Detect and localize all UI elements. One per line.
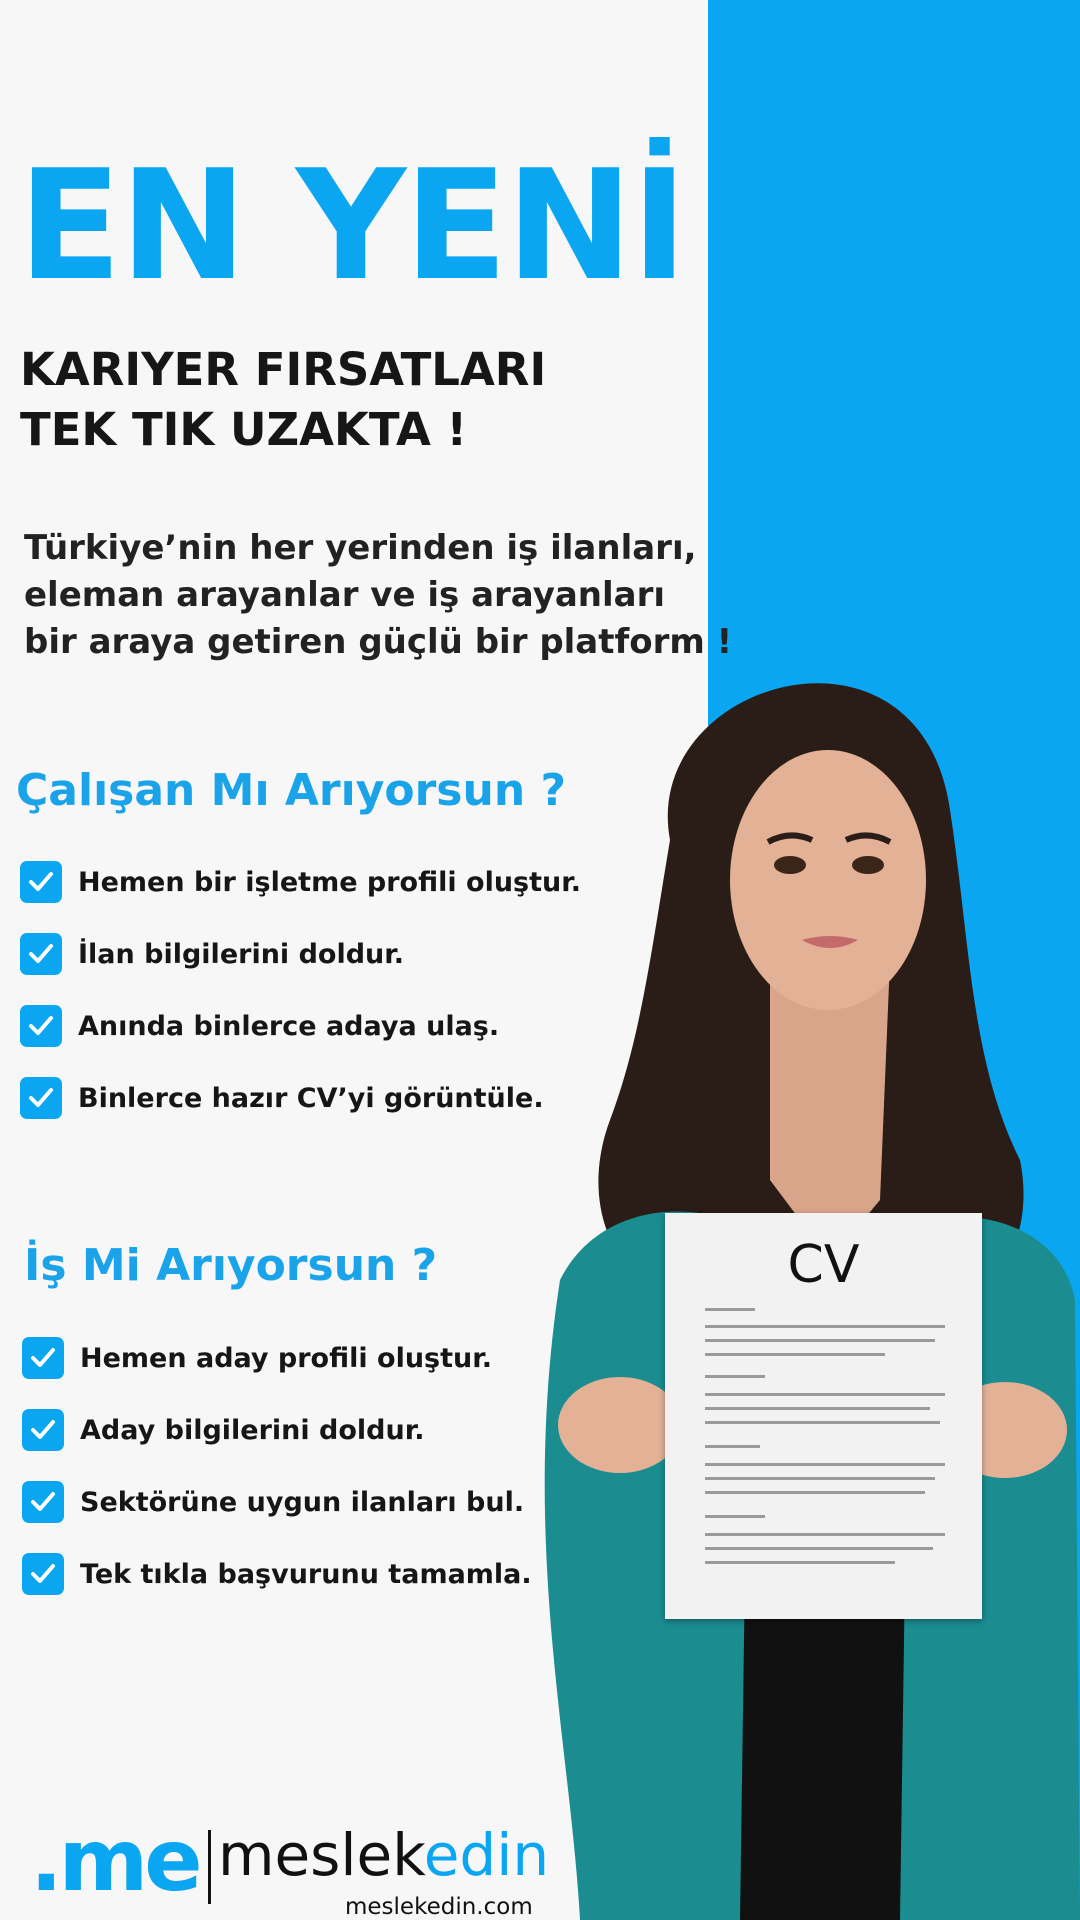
subhead-line-1: KARIYER FIRSATLARI	[20, 343, 547, 396]
subhead-line-2: TEK TIK UZAKTA !	[20, 403, 468, 456]
list-item-label: Anında binlerce adaya ulaş.	[78, 1010, 500, 1042]
list-item-label: Sektörüne uygun ilanları bul.	[80, 1486, 525, 1518]
cv-line	[705, 1547, 933, 1550]
logo-wordmark	[218, 1821, 550, 1889]
check-icon	[22, 1481, 64, 1523]
list-item-label: Tek tıkla başvurunu tamamla.	[80, 1558, 532, 1590]
cv-line	[705, 1515, 765, 1518]
eye-left	[774, 856, 806, 874]
cv-line	[705, 1491, 925, 1494]
cv-line	[705, 1477, 935, 1480]
list-item-label: Hemen aday profili oluştur.	[80, 1342, 492, 1374]
list-item-label: İlan bilgilerini doldur.	[78, 938, 404, 970]
intro-line-2: eleman arayanlar ve iş arayanları	[24, 575, 666, 615]
list-item	[20, 990, 581, 1062]
cv-line	[705, 1421, 940, 1424]
list-item	[22, 1394, 532, 1466]
check-icon	[20, 861, 62, 903]
list-item	[20, 846, 581, 918]
cv-line	[705, 1393, 945, 1396]
list-item	[22, 1322, 532, 1394]
cv-line	[705, 1561, 895, 1564]
subheadline	[20, 340, 546, 460]
employer-list	[20, 846, 581, 1134]
seeker-section-title: İş Mi Arıyorsun ?	[24, 1240, 438, 1291]
cv-line	[705, 1339, 935, 1342]
face	[730, 750, 926, 1010]
list-item	[22, 1538, 532, 1610]
check-icon	[20, 933, 62, 975]
cv-line	[705, 1353, 885, 1356]
cv-line	[705, 1533, 945, 1536]
cv-line	[705, 1407, 930, 1410]
headline: EN YENİ	[18, 137, 686, 314]
cv-line	[705, 1445, 760, 1448]
check-icon	[22, 1409, 64, 1451]
check-icon	[20, 1077, 62, 1119]
cv-line	[705, 1463, 945, 1466]
cv-line	[705, 1375, 765, 1378]
website-url[interactable]: meslekedin.com	[345, 1894, 533, 1920]
logo-mark: .me	[30, 1811, 199, 1911]
list-item-label: Binlerce hazır CV’yi görüntüle.	[78, 1082, 544, 1114]
eye-right	[852, 856, 884, 874]
cv-title: CV	[787, 1235, 860, 1295]
check-icon	[22, 1337, 64, 1379]
cv-line	[705, 1325, 945, 1328]
seeker-list	[22, 1322, 532, 1610]
logo-word-blue: edin	[423, 1821, 550, 1889]
list-item-label: Hemen bir işletme profili oluştur.	[78, 866, 581, 898]
intro-line-3: bir araya getiren güçlü bir platform !	[24, 622, 733, 662]
employer-section-title: Çalışan Mı Arıyorsun ?	[16, 765, 566, 816]
list-item	[20, 1062, 581, 1134]
logo-divider	[208, 1830, 211, 1904]
intro-line-1: Türkiye’nin her yerinden iş ilanları,	[24, 528, 697, 568]
list-item	[20, 918, 581, 990]
check-icon	[22, 1553, 64, 1595]
cv-line	[705, 1308, 755, 1311]
check-icon	[20, 1005, 62, 1047]
hand-left	[558, 1377, 682, 1473]
list-item-label: Aday bilgilerini doldur.	[80, 1414, 425, 1446]
list-item	[22, 1466, 532, 1538]
logo-word-dark: meslek	[218, 1821, 424, 1889]
cv-document	[665, 1213, 982, 1619]
